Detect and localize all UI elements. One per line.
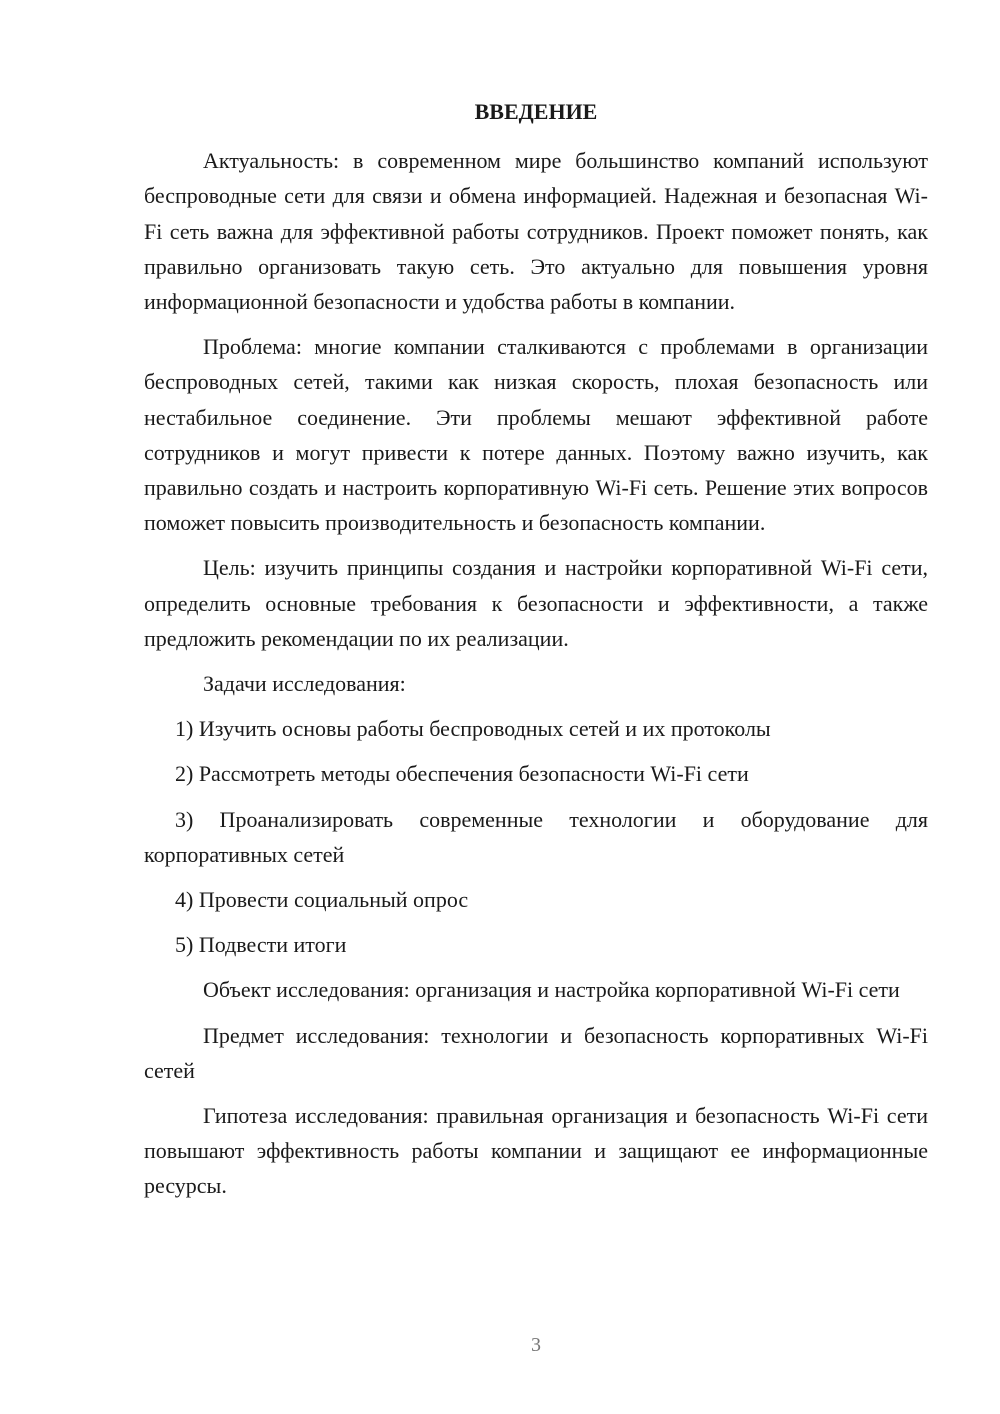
task-item-1: 1) Изучить основы работы беспроводных сетей и их протоколы xyxy=(175,716,771,742)
page-number: 3 xyxy=(531,1334,541,1356)
paragraph-goal: Цель: изучить принципы создания и настройки корпоративной Wi-Fi сети, определить основные требования к безопасности и эффективности, а также предложить рекомендации по их реализации. xyxy=(144,555,928,651)
tasks-title: Задачи исследования: xyxy=(203,671,406,697)
task-item-2: 2) Рассмотреть методы обеспечения безопасности Wi-Fi сети xyxy=(175,761,749,787)
task-item-5: 5) Подвести итоги xyxy=(175,932,347,958)
paragraph-object: Объект исследования: организация и настройка корпоративной Wi-Fi сети xyxy=(203,977,900,1003)
page-content xyxy=(144,94,928,1214)
task-item-4: 4) Провести социальный опрос xyxy=(175,887,469,913)
paragraph-problem: Проблема: многие компании сталкиваются с проблемами в организации беспроводных сетей, такими как низкая скорость, плохая безопасность или нестабильное соединение. Эти проблемы мешают эффективной работе сотрудников и могут привести к потере данных. Поэтому важно изучить, как правильно создать и настроить корпоративную Wi-Fi сеть. Решение этих вопросов поможет повысить производительность и безопасность компании. xyxy=(144,334,928,536)
paragraph-subject: Предмет исследования: технологии и безопасность корпоративных Wi-Fi сетей xyxy=(144,1022,928,1083)
section-heading: ВВЕДЕНИЕ xyxy=(474,99,598,124)
task-item-3: 3) Проанализировать современные технологии и оборудование для корпоративных сетей xyxy=(144,806,928,867)
paragraph-relevance: Актуальность: в современном мире большинство компаний используют беспроводные сети для связи и обмена информацией. Надежная и безопасная Wi-Fi сеть важна для эффективной работы сотрудников. Проект поможет понять, как правильно организовать такую сеть. Это актуально для повышения уровня информационной безопасности и удобства работы в компании. xyxy=(144,148,928,315)
paragraph-hypothesis: Гипотеза исследования: правильная организация и безопасность Wi-Fi сети повышают эффективность работы компании и защищают ее информационные ресурсы. xyxy=(144,1103,928,1199)
